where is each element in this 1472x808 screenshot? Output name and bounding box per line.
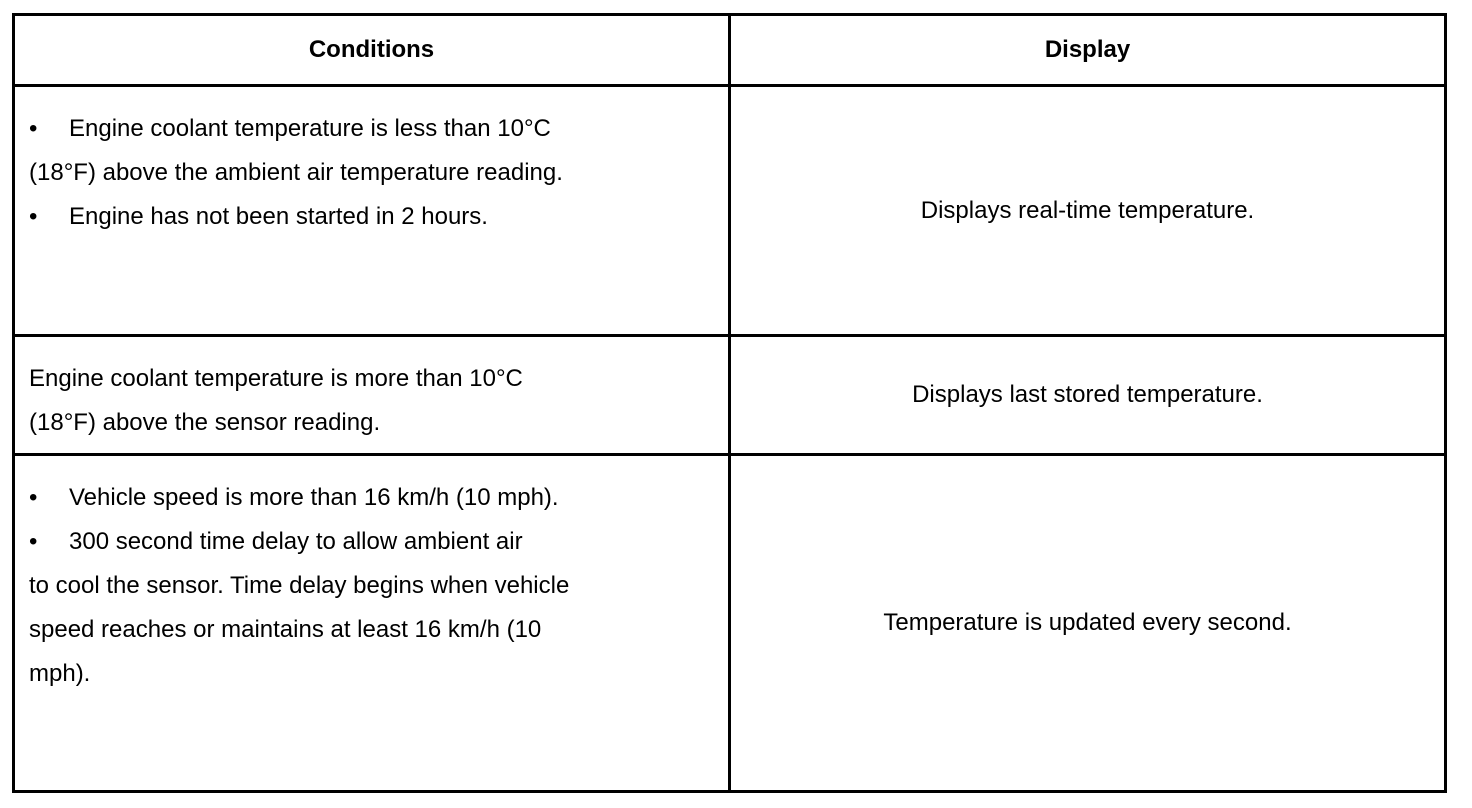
condition-cell: [15, 87, 728, 334]
table-row: [15, 337, 1444, 456]
header-conditions: Conditions: [308, 36, 435, 63]
table-header-row: [15, 16, 1444, 87]
bullet: •: [29, 528, 38, 555]
display-cell: Displays real-time temperature.: [920, 196, 1255, 224]
bullet: •: [29, 115, 38, 142]
condition-text: to cool the sensor. Time delay begins when vehicle: [29, 572, 570, 599]
condition-line: [29, 401, 728, 445]
condition-cell: [15, 456, 728, 790]
condition-line: [29, 608, 728, 652]
condition-line: [29, 357, 728, 401]
table-row: [15, 456, 1444, 790]
condition-text: 300 second time delay to allow ambient air: [69, 528, 523, 555]
condition-line: [29, 195, 728, 239]
condition-text: speed reaches or maintains at least 16 km/h (10: [29, 616, 542, 643]
condition-line: [29, 652, 728, 696]
display-cell: Temperature is updated every second.: [883, 609, 1292, 636]
header-display: Display: [1044, 36, 1131, 63]
condition-text: Engine has not been started in 2 hours.: [69, 203, 488, 230]
condition-text: Engine coolant temperature is less than 10°C: [69, 115, 551, 142]
bullet: •: [29, 484, 38, 511]
condition-cell: [15, 337, 728, 453]
condition-text: mph).: [29, 660, 91, 687]
display-cell: Displays last stored temperature.: [912, 381, 1263, 408]
condition-line: [29, 151, 728, 195]
condition-text: (18°F) above the ambient air temperature reading.: [29, 159, 563, 186]
condition-text: Vehicle speed is more than 16 km/h (10 mph).: [69, 484, 559, 511]
condition-line: [29, 564, 728, 608]
condition-line: [29, 520, 728, 564]
conditions-display-table: [12, 13, 1447, 793]
condition-line: [29, 107, 728, 151]
condition-text: Engine coolant temperature is more than 10°C: [29, 365, 523, 392]
condition-line: [29, 476, 728, 520]
condition-text: (18°F) above the sensor reading.: [29, 409, 381, 436]
table-row: [15, 87, 1444, 337]
bullet: •: [29, 203, 38, 230]
